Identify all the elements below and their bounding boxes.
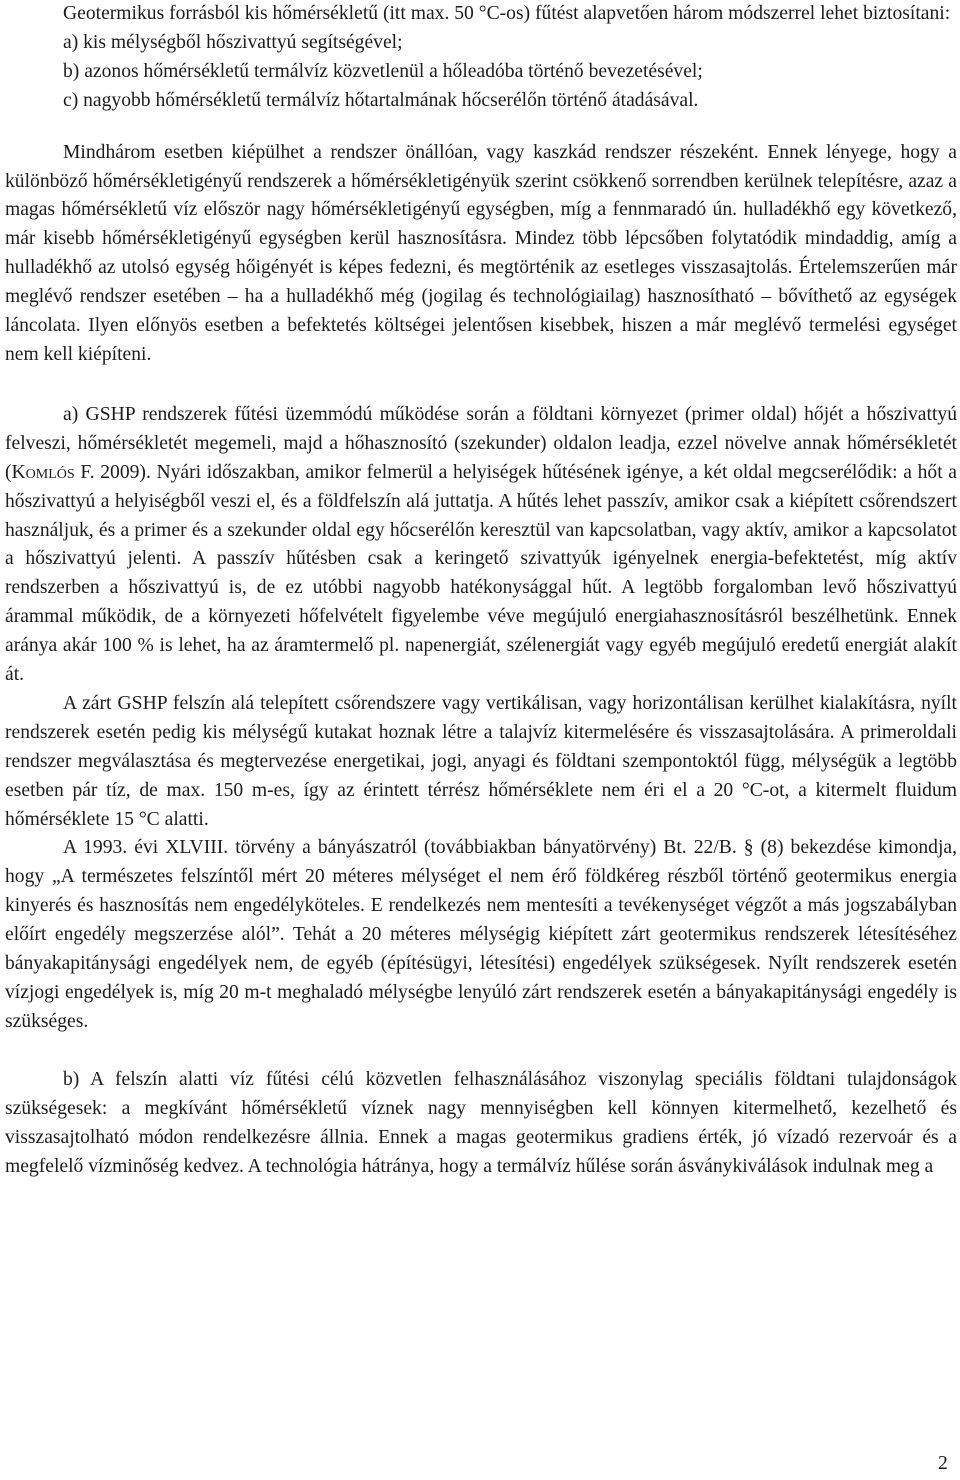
list-item-c: c) nagyobb hőmérsékletű termálvíz hőtartalmának hőcserélőn történő átadásával. bbox=[63, 89, 699, 111]
section-a-text-before: a) GSHP rendszerek fűtési üzemmódú működése során a földtani környezet (primer oldal) hőjét a hőszivattyú felveszi, hőmérsékletét megemeli, majd a hőhasznosító (szekunder) oldalon leadja, ezzel növelve annak hőmérsékletét ( bbox=[5, 403, 957, 483]
section-a-paragraph-1 bbox=[5, 401, 957, 690]
section-a-text-after: F. 2009). Nyári időszakban, amikor felmerül a helyiségek hűtésének igénye, a két oldal megcserélődik: a hőt a hőszivattyú a helyiségből veszi el, és a földfelszín alá juttatja. A hűtés lehet passzív, amikor csak a kiépített csőrendszert használjuk, és a primer és a szekunder oldal egy hőcserélőn keresztül van kapcsolatban, vagy aktív, amikor a kapcsolatot a hőszivattyú jelenti. A passzív hűtésben csak a keringető szivattyúk igényelnek energia-befektetést, míg aktív rendszerben a hőszivattyú is, de ez utóbbi nagyobb hatékonysággal hűt. A legtöbb forgalomban levő hőszivattyú árammal működik, de a környezeti hőfelvételt figyelembe véve megújuló energiahasznosításról beszélhetünk. Ennek aránya akár 100 % is lehet, ha az áramtermelő pl. napenergiát, szélenergiát vagy egyéb megújuló eredetű energiát alakít át. bbox=[5, 461, 957, 686]
cascade-paragraph: Mindhárom esetben kiépülhet a rendszer önállóan, vagy kaszkád rendszer részeként. Ennek lényege, hogy a különböző hőmérsékletigényű rendszerek a hőmérsékletigényük szerint csökkenő sorrendben kerülnek telepítésre, azaz a magas hőmérsékletű víz először nagy hőmérsékletigényű egységben, míg a fennmaradó ún. hulladékhő egy következő, már kisebb hőmérsékletigényű egységben kerül hasznosításra. Mindez több lépcsőben folytatódik mindaddig, amíg a hulladékhő az utolsó egység hőigényét is képes fedezni, és megtörténik az esetleges visszasajtolás. Értelemszerűen már meglévő rendszer esetében – ha a hulladékhő még (jogilag és technológiailag) hasznosítható – bővíthető az egységek láncolata. Ilyen előnyös esetben a befektetés költségei jelentősen kisebbek, hiszen a már meglévő termelési egységet nem kell kiépíteni. bbox=[5, 141, 957, 365]
page-number: 2 bbox=[938, 1453, 948, 1474]
section-a-paragraph-2: A zárt GSHP felszín alá telepített csőrendszere vagy vertikálisan, vagy horizontálisan kerülhet kialakításra, nyílt rendszerek esetén pedig kis mélységű kutakat hoznak létre a talajvíz kitermelésére és visszasajtolására. A primeroldali rendszer megválasztása és megtervezése energetikai, jogi, anyagi és földtani szempontoktól függ, mélységük a legtöbb esetben pár tíz, de max. 150 m-es, így az érintett térrész hőmérséklete nem éri el a 20 °C-ot, a kitermelt fluidum hőmérséklete 15 °C alatti. bbox=[5, 692, 957, 830]
document-page bbox=[5, 0, 957, 1181]
author-name: Komlós bbox=[11, 461, 75, 483]
section-a-paragraph-3: A 1993. évi XLVIII. törvény a bányászatról (továbbiakban bányatörvény) Bt. 22/B. § (8) bekezdése kimondja, hogy „A természetes felszíntől mért 20 méteres mélységet el nem érő földkéreg részből történő geotermikus energia kinyerés és hasznosítás nem engedélyköteles. E rendelkezés nem mentesíti a tevékenységet végzőt a más jogszabályban előírt engedély megszerzése alól”. Tehát a 20 méteres mélységig kiépített zárt geotermikus rendszerek létesítéséhez bányakapitánysági engedélyek nem, de egyéb (építésügyi, létesítési) engedélyek szükségesek. Nyílt rendszerek esetén vízjogi engedélyek is, míg 20 m-t meghaladó mélységbe lenyúló zárt rendszerek esetén a bányakapitánysági engedély is szükséges. bbox=[5, 837, 957, 1032]
intro-paragraph: Geotermikus forrásból kis hőmérsékletű (itt max. 50 °C-os) fűtést alapvetően három módszerrel lehet biztosítani: bbox=[63, 3, 951, 24]
list-item-a: a) kis mélységből hőszivattyú segítségével; bbox=[63, 31, 403, 53]
list-item-b: b) azonos hőmérsékletű termálvíz közvetlenül a hőleadóba történő bevezetésével; bbox=[63, 60, 703, 82]
section-b-paragraph-1: b) A felszín alatti víz fűtési célú közvetlen felhasználásához viszonylag speciális földtani tulajdonságok szükségesek: a megkívánt hőmérsékletű víznek nagy mennyiségben kell könnyen kitermelhető, kezelhető és visszasajtolható módon rendelkezésre állnia. Ennek a magas geotermikus gradiens érték, jó vízadó rezervoár és a megfelelő vízminőség kedvez. A technológia hátránya, hogy a termálvíz hűlése során ásványkiválások indulnak meg a bbox=[5, 1068, 957, 1177]
